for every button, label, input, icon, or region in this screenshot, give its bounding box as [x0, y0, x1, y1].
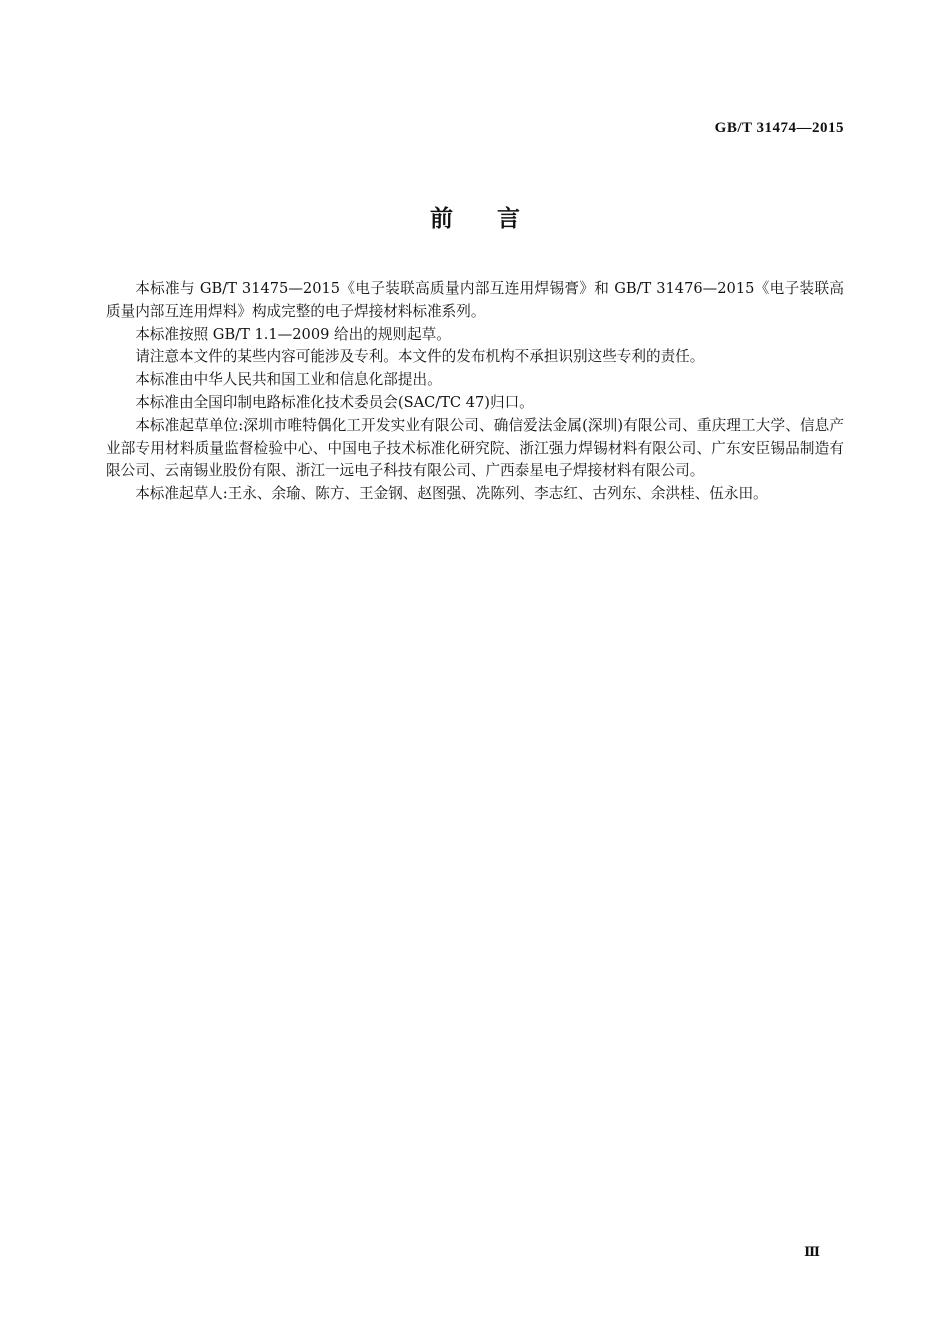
- page-number: Ⅲ: [804, 1244, 820, 1259]
- foreword-body: [106, 278, 844, 506]
- paragraph-proposer: 本标准由中华人民共和国工业和信息化部提出。: [135, 371, 442, 389]
- paragraph-technical-committee: 本标准由全国印制电路标准化技术委员会(SAC/TC 47)归口。: [135, 393, 534, 411]
- paragraph-patent-notice: 请注意本文件的某些内容可能涉及专利。本文件的发布机构不承担识别这些专利的责任。: [135, 348, 705, 366]
- page-title: [0, 200, 950, 233]
- paragraph-series: 本标准与 GB/T 31475—2015《电子装联高质量内部互连用焊锡膏》和 GB/T 31476—2015《电子装联高质量内部互连用焊料》构成完整的电子焊接材料标准系列。: [106, 280, 844, 320]
- paragraph-drafting-rules: 本标准按照 GB/T 1.1—2009 给出的规则起草。: [135, 325, 451, 343]
- page-title-char-2: 言: [497, 206, 520, 232]
- page-title-char-1: 前: [430, 206, 453, 232]
- paragraph-drafting-units: 本标准起草单位:深圳市唯特偶化工开发实业有限公司、确信爱法金属(深圳)有限公司、重庆理工大学、信息产业部专用材料质量监督检验中心、中国电子技术标准化研究院、浙江强力焊锡材料有限公司、广东安臣锡品制造有限公司、云南锡业股份有限、浙江一远电子科技有限公司、广西泰星电子焊接材料有限公司。: [106, 416, 844, 480]
- paragraph-drafters: 本标准起草人:王永、余瑜、陈方、王金钢、赵图强、冼陈列、李志红、古列东、余洪桂、伍永田。: [135, 485, 768, 503]
- standard-number: GB/T 31474—2015: [714, 120, 844, 136]
